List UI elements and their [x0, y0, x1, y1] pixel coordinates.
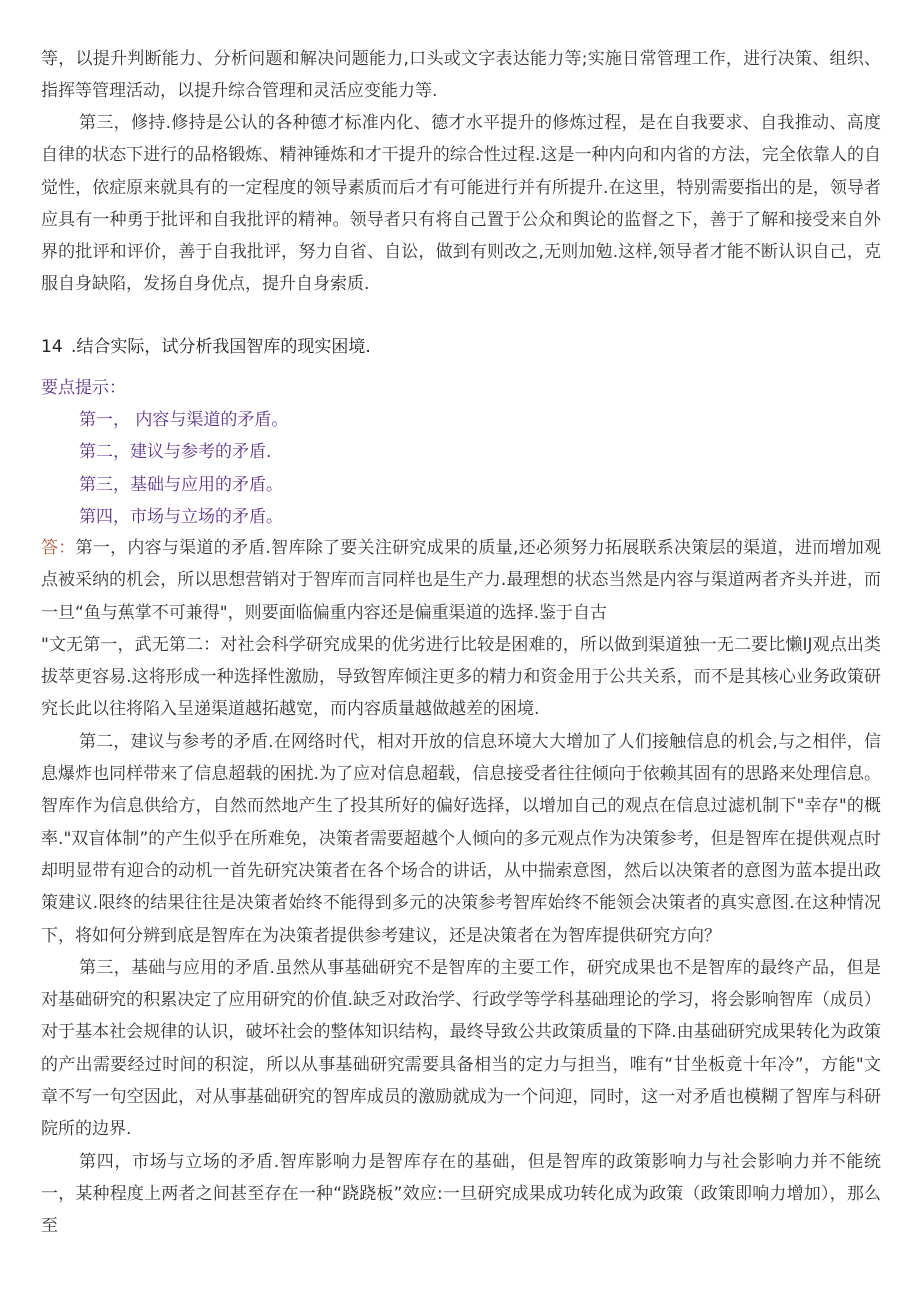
third-cultivation-block	[41, 107, 881, 301]
hint-label: 要点提示：	[41, 378, 126, 398]
question-text: .结合实际，试分析我国智库的现实困境.	[71, 337, 371, 357]
hint-point-2: 第二，建议与参考的矛盾.	[79, 442, 272, 463]
answer-fourth: 第四，市场与立场的矛盾.智库影响力是智库存在的基础，但是智库的政策影响力与社会影响力并不能统一，某种程度上两者之间甚至存在一种“跷跷板”效应:一旦研究成果成功转化成为政策（政策即响力增加），那么至	[41, 1151, 881, 1237]
answer-second: 第二，建议与参考的矛盾.在网络时代，相对开放的信息环境大大增加了人们接触信息的机会,与之相伴，信息爆炸也同样带来了信息超载的困扰.为了应对信息超载，信息接受者往往倾向于依赖其固有的思路来处理信息。智库作为信息供给方，自然而然地产生了投其所好的偏好选择，以增加自己的观点在信息过滤机制下"幸存"的概率."双盲体制”的产生似乎在所难免，决策者需要超越个人倾向的多元观点作为决策参考，但是智库在提供观点时却明显带有迎合的动机一首先研究决策者在各个场合的讲话，从中揣索意图，然后以决策者的意图为蓝本提出政策建议.限终的结果往往是决策者始终不能得到多元的决策参考智库始终不能领会决策者的真实意图.在这种情况下，将如何分辨到底是智库在为决策者提供参考建议，还是决策者在为智库提供研究方向？	[41, 731, 881, 946]
continuation-paragraph	[41, 43, 881, 108]
answer-first	[41, 532, 881, 629]
question-line	[41, 331, 881, 363]
answer-third: 第三，基础与应用的矛盾.虽然从事基础研究不是智库的主要工作，研究成果也不是智库的最终产品，但是对基础研究的积累决定了应用研究的价值.缺乏对政治学、行政学等学科基础理论的学习，将会影响智库（成员）对于基本社会规律的认识，破坏社会的整体知识结构，最终导致公共政策质量的下降.由基础研究成果转化为政策的产出需要经过时间的积淀，所以从事基础研究需要具备相当的定力与担当，唯有“甘坐板竟十年冷”，方能"文章不写一句空因此，对从事基础研究的智库成员的激励就成为一个问迎，同时，这一对矛盾也模糊了智库与科研院所的边界.	[41, 957, 881, 1140]
answer-section	[41, 532, 881, 1243]
question-14	[41, 331, 881, 363]
paragraph-third-cultivation: 第三，修持.修持是公认的各种德才标准内化、德才水平提升的修炼过程，是在自我要求、自我推动、高度自律的状态下进行的品格锻炼、精神锤炼和才干提升的综合性过程.这是一种内向和内省的方法，完全依靠人的自觉性，依症原来就具有的一定程度的领导素质而后才有可能进行并有所提升.在这里，特别需要指出的是，领导者应具有一种勇于批评和自我批评的精神。领导者只有将自己置于公众和舆论的监督之下，善于了解和接受来自外界的批评和评价，善于自我批评，努力自省、自讼，做到有则改之,无则加勉.这样,领导者才能不断认识自己，克服自身缺陷，发扬自身优点，提升自身索质.	[41, 113, 881, 295]
question-number: 14	[41, 337, 63, 357]
hint-section	[41, 372, 881, 533]
hint-point-4: 第四，市场与立场的矛盾。	[79, 506, 283, 527]
hint-point-1: 第一， 内容与渠道的矛盾。	[79, 410, 289, 430]
answer-first-continuation: "文无第一，武无第二：对社会科学研究成果的优劣进行比较是困难的，所以做到渠道独一无二要比懒IJ观点出类拔萃更容易.这将形成一种选择性激励，导致智库倾注更多的精力和资金用于公共关系，而不是其核心业务政策研究长此以往将陷入呈递渠道越拓越宽，而内容质量越做越差的困境.	[41, 634, 881, 720]
answer-lead: 答：	[41, 538, 76, 558]
answer-first-text: 第一，内容与渠道的矛盾.智库除了要关注研究成果的质量,还必须努力拓展联系决策层的渠道，进而增加观点被采纳的机会，所以思想营销对于智库而言同样也是生产力.最理想的状态当然是内容与渠道两者齐头并进，而一旦“鱼与蕉掌不可兼得"，则要面临偏重内容还是偏重渠道的选择.鉴于自古	[41, 538, 882, 623]
paragraph-continuation: 等，以提升判断能力、分析问题和解决问题能力,口头或文字表达能力等;实施日常管理工作，进行决策、组织、指挥等管理活动，以提升综合管理和灵活应变能力等.	[41, 49, 881, 102]
hint-point-3: 第三，基础与应用的矛盾。	[79, 474, 283, 495]
